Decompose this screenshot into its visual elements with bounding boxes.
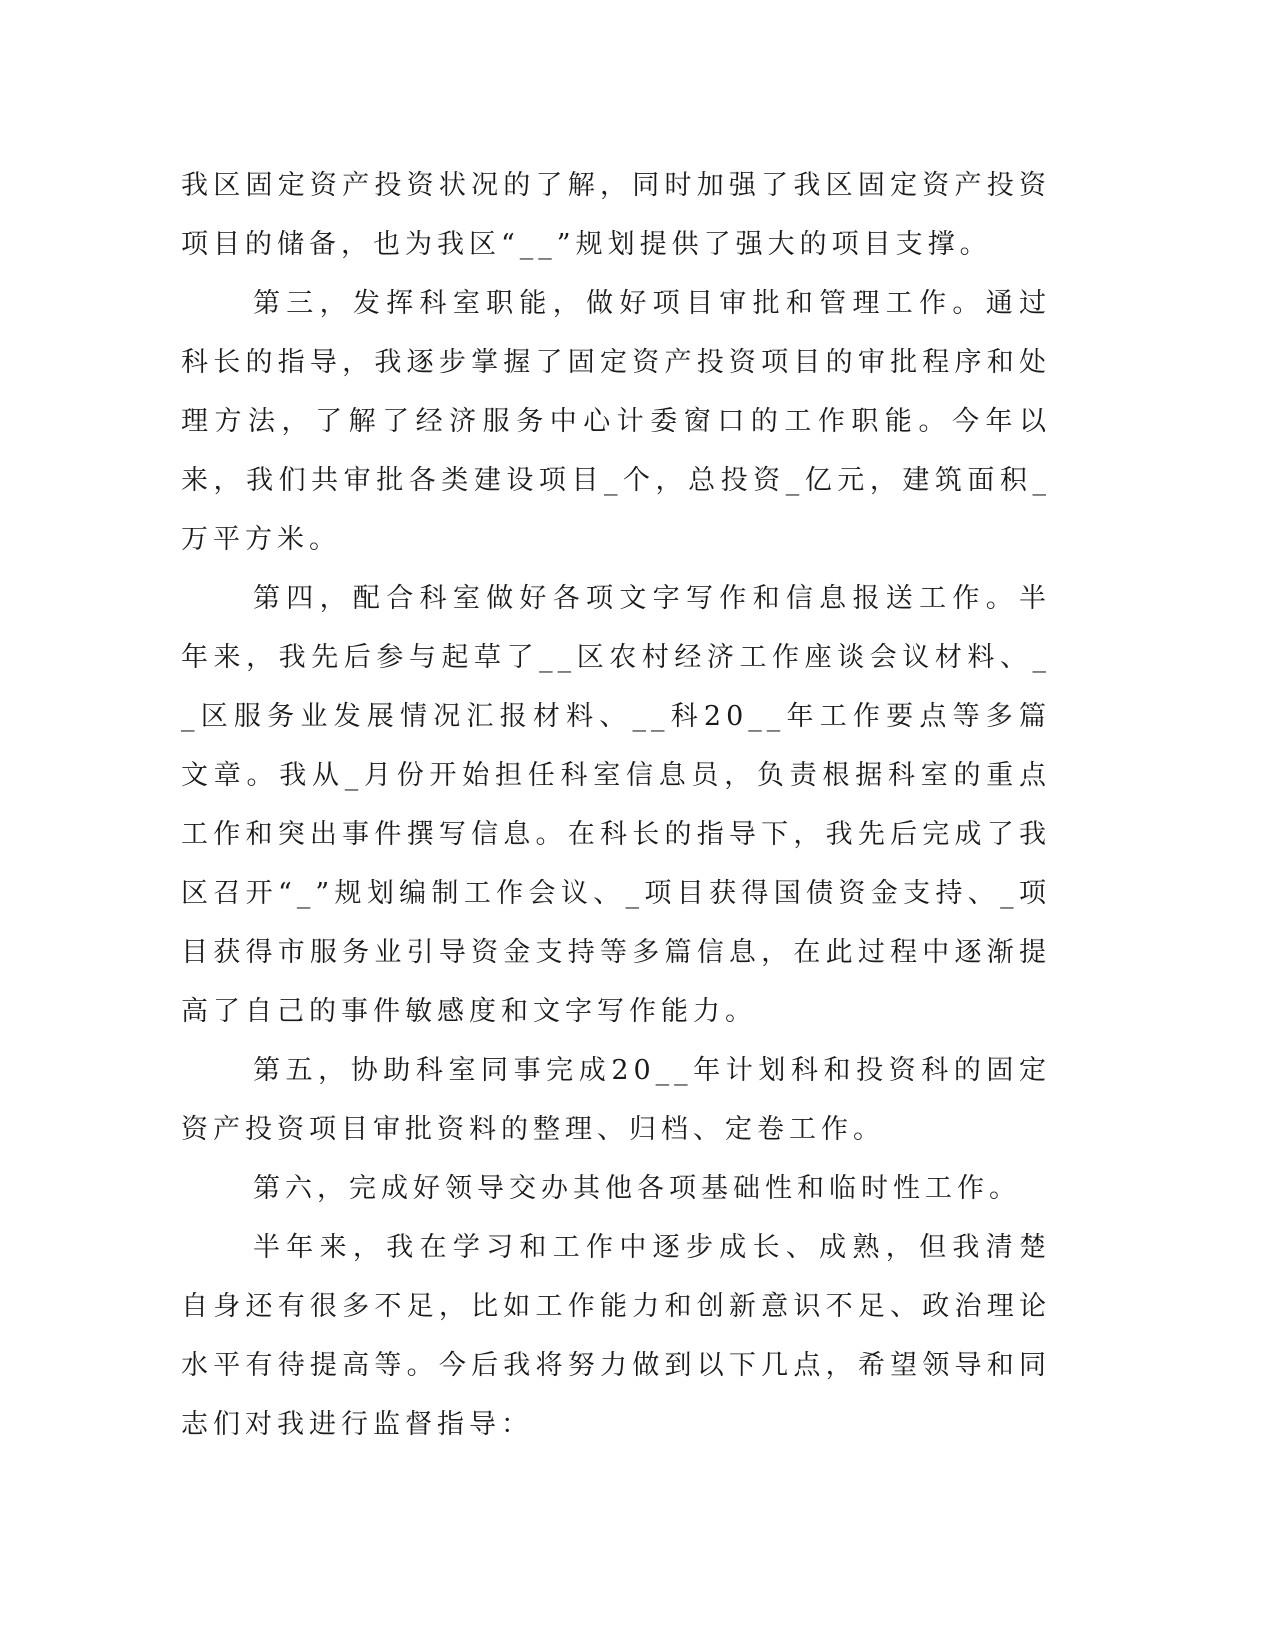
paragraph-continuation: 我区固定资产投资状况的了解，同时加强了我区固定资产投资项目的储备，也为我区“__”规划提供了强大的项目支撑。 [181,170,1051,260]
paragraph-sixth-item: 第六，完成好领导交办其他各项基础性和临时性工作。 [253,1173,1021,1204]
paragraph-fifth-item: 第五，协助科室同事完成20__年计划科和投资科的固定资产投资项目审批资料的整理、归档、定卷工作。 [181,1055,1051,1145]
paragraph-third-item: 第三，发挥科室职能，做好项目审批和管理工作。通过科长的指导，我逐步掌握了固定资产投资项目的审批程序和处理方法，了解了经济服务中心计委窗口的工作职能。今年以来，我们共审批各类建设项目_个，总投资_亿元，建筑面积_万平方米。 [181,288,1051,555]
document-body [181,156,1051,1454]
paragraph-summary: 半年来，我在学习和工作中逐步成长、成熟，但我清楚自身还有很多不足，比如工作能力和创新意识不足、政治理论水平有待提高等。今后我将努力做到以下几点，希望领导和同志们对我进行监督指导： [181,1232,1051,1440]
paragraph-fourth-item: 第四，配合科室做好各项文字写作和信息报送工作。半年来，我先后参与起草了__区农村经济工作座谈会议材料、__区服务业发展情况汇报材料、__科20__年工作要点等多篇文章。我从_月份开始担任科室信息员，负责根据科室的重点工作和突出事件撰写信息。在科长的指导下，我先后完成了我区召开“_”规划编制工作会议、_项目获得国债资金支持、_项目获得市服务业引导资金支持等多篇信息，在此过程中逐渐提高了自己的事件敏感度和文字写作能力。 [181,583,1051,1027]
